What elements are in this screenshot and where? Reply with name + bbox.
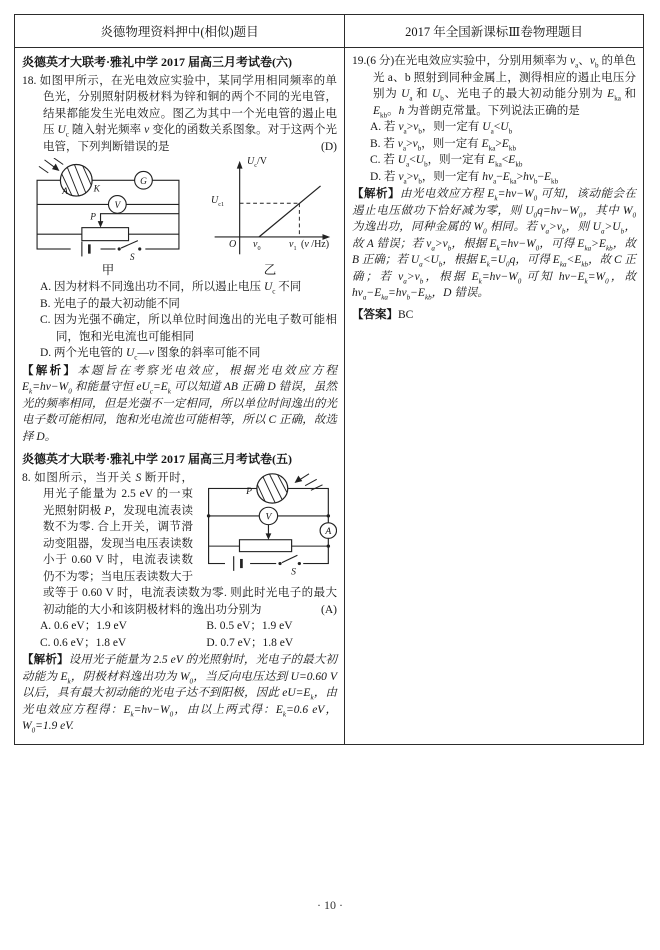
figure-circuit-q8 <box>197 472 337 580</box>
anode-label: A <box>62 187 68 198</box>
slider-arrow-icon <box>98 221 104 228</box>
switch-label: S <box>129 253 135 262</box>
nu1-tick-label: $\nu_1$ <box>289 239 297 252</box>
potentiometer-icon <box>239 539 291 551</box>
q8-option-b: B. 0.5 eV；1.9 eV <box>206 620 293 632</box>
data-line <box>259 186 321 237</box>
y-axis-label: $U_c/V$ <box>247 156 267 169</box>
uc1-tick-label: $U_{c1}$ <box>211 195 225 208</box>
section-title-exam6: 炎德英才大联考·雅礼中学 2017 届高三月考试卷(六) <box>22 55 292 69</box>
q19-answer-line <box>352 307 636 324</box>
analysis-label: 【解析】 <box>22 364 78 377</box>
voltmeter-label: V <box>265 512 272 523</box>
analysis-label: 【解析】 <box>352 188 400 200</box>
q8-analysis-text: 设用光子能量为 2.5 eV 的光照射时，光电子的最大初动能为 $E_k$，阴极材料逸出功为 $W_0$，当反向电压达到 U=0.60 V 以后，具有最大初动能的光电子达不到阳极，因此 $eU=E_k$，由光电效应方程得：$E_k=h\nu-W_0$，由以上两式得：$E_k=0.6$ eV，$W_0=1.9$ eV. <box>22 654 338 735</box>
switch-label: S <box>291 567 296 577</box>
figure-caption-yi: 乙 <box>263 263 277 277</box>
question-8 <box>22 470 337 619</box>
nu0-tick-label: $\nu_0$ <box>253 239 261 252</box>
question-18 <box>22 73 337 156</box>
analysis-label: 【解析】 <box>22 654 69 666</box>
figure-graph-yi <box>205 158 335 277</box>
origin-label: O <box>229 239 237 250</box>
junction-dot <box>327 514 330 517</box>
junction-dot <box>207 514 210 517</box>
q18-analysis <box>22 363 337 446</box>
galvanometer-label: G <box>140 177 147 187</box>
question-18-text: 18. 如图甲所示，在光电效应实验中，某同学用相同频率的单色光，分别照射阴极材料为锌和铜的两个不同的光电管，结果都能发生光电效应。图乙为其中一个光电管的遏止电压 $U_c$ 随入射光频率 ν 变化的函数关系图象。对于这两个光电管，下列判断错误的是 <box>22 74 338 153</box>
q19-analysis <box>352 186 636 302</box>
q8-option-a: A. 0.6 eV；1.9 eV <box>40 620 127 632</box>
table-header-row <box>15 15 643 48</box>
left-column <box>15 48 345 744</box>
circuit-jia-diagram <box>24 158 192 262</box>
q8-options <box>22 618 337 651</box>
q19-analysis-text: 由光电效应方程 $E_k=h\nu-W_0$ 可知，该动能会在遏止电压做功下恰好减为零，则 $U_0q=h\nu-W_0$，其中 $W_0$ 为逸出功，同种金属的 $W_0$ 相同。若 $\nu_a>\nu_b$，则 $U_a>U_b$，故 A 错误；若 $\nu_a>\nu_b$，根据 $E_k=h\nu-W_0$，可得 $E_{ka}>E_{kb}$，故 B 正确；若 $U_a<U_b$，根据 $E_k=U_0q$，可得 $E_{ka}<E_{kb}$，故 C 正确；若 $\nu_a>\nu_b$，根据 $E_k=h\nu-W_0$ 可知 $h\nu-E_k=W_0$，故 $h\nu_a-E_{ka}=h\nu_b-E_{kb}$，D 错误。 <box>352 188 637 302</box>
y-axis-arrow-icon <box>237 161 243 169</box>
slider-label: P <box>90 212 96 223</box>
cathode-label: K <box>93 184 100 195</box>
header-left-title: 炎德物理资料押中(相似)题目 <box>15 15 345 47</box>
question-19-text: 19.(6 分)在光电效应实验中，分别用频率为 $\nu_a$、$\nu_b$ 的单色光 a、b 照射到同种金属上，测得相应的遏止电压分别为 $U_a$ 和 $U_b$、光电子的最大初动能分别为 $E_{ka}$ 和 $E_{kb}$。h 为普朗克常量。下列说法正确的是 <box>352 55 637 119</box>
voltmeter-label: V <box>114 201 121 212</box>
header-right-title: 2017 年全国新课标Ⅲ卷物理题目 <box>405 25 583 39</box>
answer-mark-q18: (D) <box>321 140 337 153</box>
figure-circuit-jia <box>24 158 192 277</box>
phototube-icon <box>255 472 290 509</box>
q8-analysis <box>22 652 337 735</box>
figure-row-q18 <box>24 158 335 277</box>
light-rays-icon <box>39 158 63 173</box>
q18-analysis-text: 本题旨在考察光电效应，根据光电效应方程 $E_k=h\nu-W_0$ 和能量守恒 $eU_c=E_k$ 可以知道 AB 正确 D 错误，虽然光的频率相同，但是光强不一定相同，所以单位时间逸出的光电子数可能相同，饱和光电流也可能相等，所以 C 正确，故选择 D。 <box>22 364 338 443</box>
q8-option-d: D. 0.7 eV；1.8 eV <box>206 636 294 649</box>
dashed-guides <box>240 203 300 237</box>
q19-answer-value: BC <box>398 308 414 321</box>
page-number: · 10 · <box>317 898 343 912</box>
q8-option-c: C. 0.6 eV；1.8 eV <box>40 636 127 649</box>
content-row <box>15 48 643 744</box>
q19-option-c: C. 若 $U_a<U_b$，则一定有 $E_{ka}<E_{kb}$ <box>370 154 523 169</box>
x-axis-label: (ν /Hz) <box>301 239 330 250</box>
circuit-wires <box>37 180 179 249</box>
question-8-text: 8. 如图所示，当开关 S 断开时，用光子能量为 2.5 eV 的一束光照射阴极 P，发现电流表读数不为零. 合上开关，调节滑动变阻器，发现当电压表读数小于 0.60 V 时，电流表读数仍不为零；当电压表读数大于或等于 0.60 V 时，电流表读数为零. 则此时光电子的最大初动能的大小和该阴极材料的逸出功分别为 <box>22 471 337 616</box>
slider-arrow-icon <box>266 533 272 539</box>
q19-option-a: A. 若 $\nu_a>\nu_b$，则一定有 $U_a<U_b$ <box>370 121 513 136</box>
light-rays-icon <box>295 473 323 489</box>
q19-option-d: D. 若 $\nu_a>\nu_b$，则一定有 $h\nu_a-E_{ka}>h\nu_b-E_{kb}$ <box>370 170 559 185</box>
q18-option-b: B. 光电子的最大初动能不同 <box>40 297 180 310</box>
circuit-q8-diagram <box>197 472 337 580</box>
question-19 <box>352 53 636 119</box>
answer-mark-q8: (A) <box>321 603 337 616</box>
figure-caption-jia: 甲 <box>101 263 115 277</box>
answer-label: 【答案】 <box>352 308 398 321</box>
q18-option-a: A. 因为材料不同逸出功不同，所以遏止电压 $U_c$ 不同 <box>40 281 302 296</box>
ammeter-label: A <box>325 526 332 537</box>
q19-option-b: B. 若 $\nu_a>\nu_b$，则一定有 $E_{ka}>E_{kb}$ <box>370 137 517 152</box>
right-column <box>345 48 643 744</box>
potentiometer-icon <box>82 228 129 241</box>
section-title-exam5: 炎德英才大联考·雅礼中学 2017 届高三月考试卷(五) <box>22 452 292 466</box>
q18-option-d: D. 两个光电管的 $U_c—\nu$ 图象的斜率可能不同 <box>40 347 261 362</box>
q18-option-c: C. 因为光强不确定，所以单位时间逸出的光电子数可能相同，饱和光电流也可能相同 <box>40 314 337 343</box>
junction-dot <box>327 544 330 547</box>
cathode-label: P <box>246 486 253 497</box>
document-table <box>14 14 644 745</box>
